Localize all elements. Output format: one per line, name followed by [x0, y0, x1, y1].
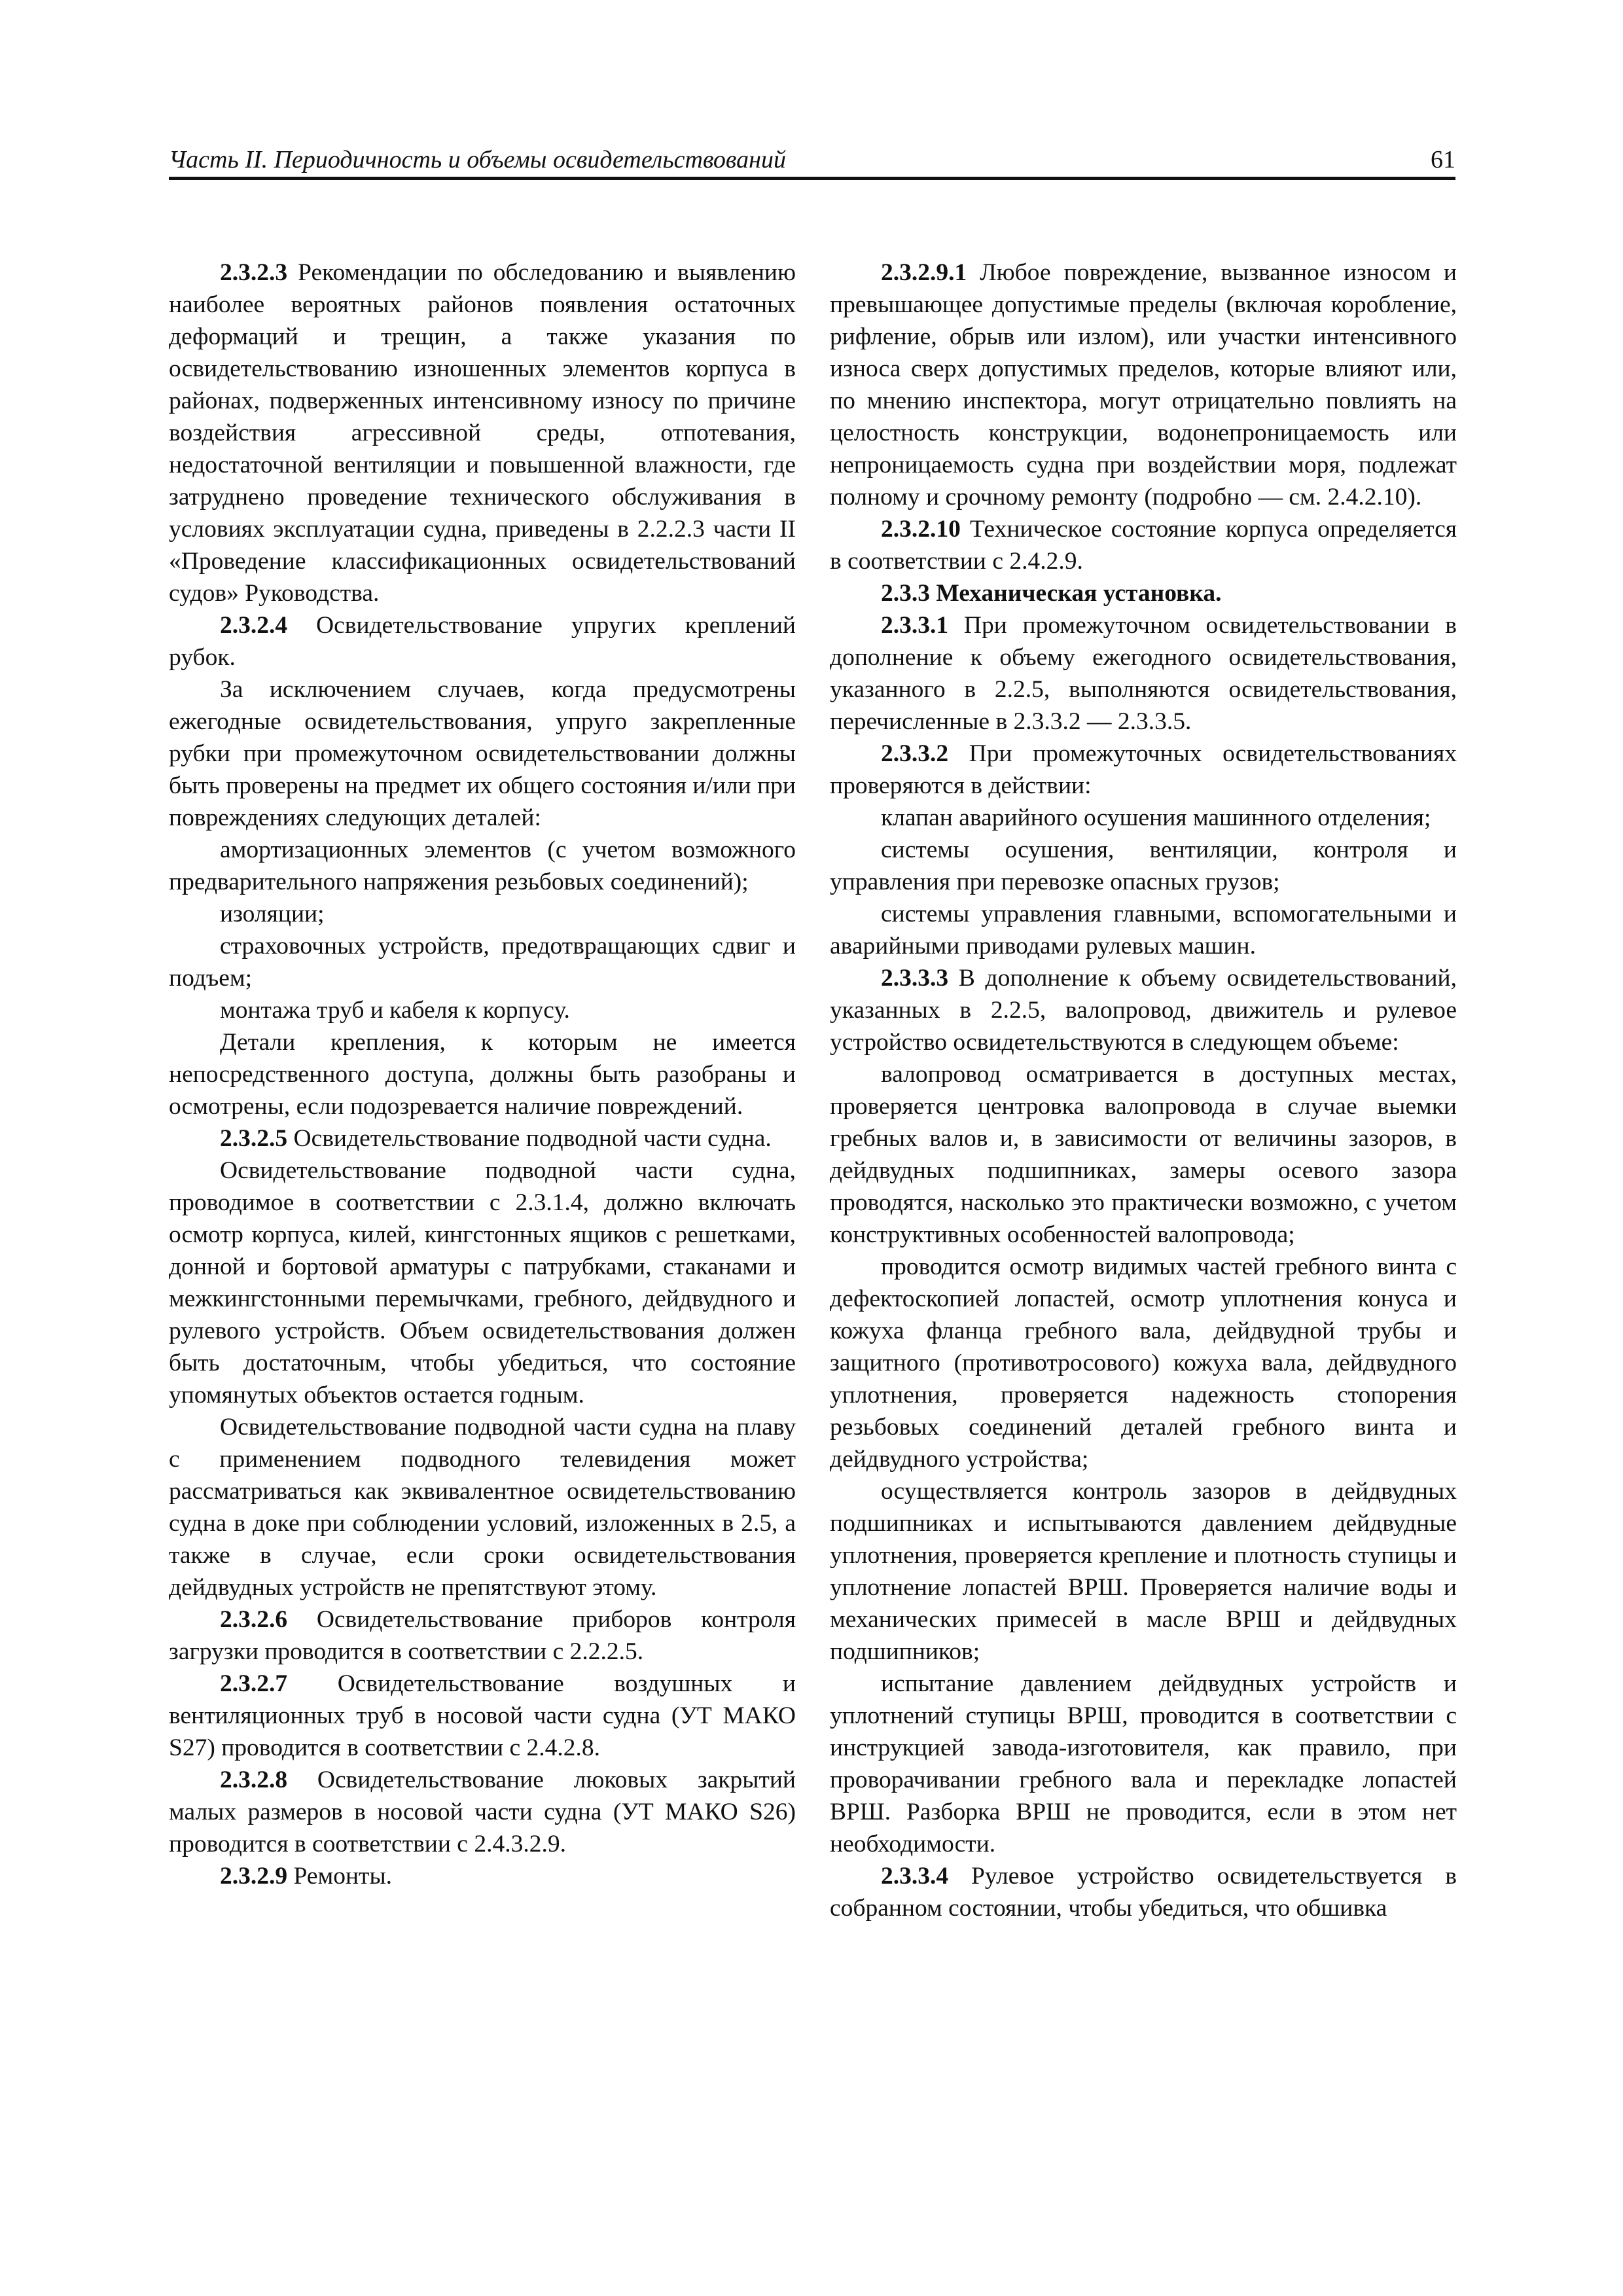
paragraph: 2.3.2.10 Техническое состояние корпуса определяется в соответствии с 2.4.2.9.	[830, 516, 1457, 575]
clause-number: 2.3.2.6	[220, 1606, 288, 1633]
clause-number: 2.3.2.9	[220, 1863, 288, 1890]
paragraph: 2.3.2.6 Освидетельствование приборов контроля загрузки проводится в соответствии с 2.2.2.5.	[169, 1606, 796, 1665]
paragraph: За исключением случаев, когда предусмотрены ежегодные освидетельствования, упруго закрепленные рубки при промежуточном освидетельствовании должны быть проверены на предмет их общего состояния и/или при повреждениях следующих деталей:	[169, 676, 796, 831]
running-header	[169, 143, 1455, 180]
list-item: испытание давлением дейдвудных устройств и уплотнений ступицы ВРШ, проводится в соответствии с инструкцией завода-изготовителя, как правило, при проворачивании гребного вала и перекладке лопастей ВРШ. Разборка ВРШ не проводится, если в этом нет необходимости.	[830, 1670, 1457, 1857]
paragraph: 2.3.2.4 Освидетельствование упругих креплений рубок.	[169, 612, 796, 671]
clause-number: 2.3.3.1	[881, 612, 949, 639]
paragraph: Освидетельствование подводной части судна, проводимое в соответствии с 2.3.1.4, должно включать осмотр корпуса, килей, кингстонных ящиков с решетками, донной и бортовой арматуры с патрубками, стаканами и межкингстонными перемычками, гребного, дейдвудного и рулевого устройств. Объем освидетельствования должен быть достаточным, чтобы убедиться, что состояние упомянутых объектов остается годным.	[169, 1157, 796, 1408]
clause-number: 2.3.3.3	[881, 965, 949, 992]
list-item: монтажа труб и кабеля к корпусу.	[220, 997, 570, 1024]
paragraph: 2.3.2.9.1 Любое повреждение, вызванное износом и превышающее допустимые пределы (включая коробление, рифление, обрыв или излом), или участки интенсивного износа сверх допустимых пределов, которые влияют или, по мнению инспектора, могут отрицательно повлиять на целостность конструкции, водонепроницаемость или непроницаемость судна при воздействии моря, подлежат полному и срочному ремонту (подробно — см. 2.4.2.10).	[830, 259, 1457, 511]
section-title: 2.3.3 Механическая установка.	[881, 580, 1222, 607]
paragraph: Детали крепления, к которым не имеется непосредственного доступа, должны быть разобраны и осмотрены, если подозревается наличие повреждений.	[169, 1029, 796, 1120]
paragraph: 2.3.2.3 Рекомендации по обследованию и выявлению наиболее вероятных районов появления остаточных деформаций и трещин, а также указания по освидетельствованию изношенных элементов корпуса в районах, подверженных интенсивному износу по причине воздействия агрессивной среды, отпотевания, недостаточной вентиляции и повышенной влажности, где затруднено проведение технического обслуживания в условиях эксплуатации судна, приведены в 2.2.2.3 части II «Проведение классификационных освидетельствований судов» Руководства.	[169, 259, 796, 607]
paragraph: 2.3.3.3 В дополнение к объему освидетельствований, указанных в 2.2.5, валопровод, движитель и рулевое устройство освидетельствуются в следующем объеме:	[830, 965, 1457, 1056]
list-item: страховочных устройств, предотвращающих сдвиг и подъем;	[169, 933, 796, 992]
paragraph: 2.3.3.1 При промежуточном освидетельствовании в дополнение к объему ежегодного освидетельствования, указанного в 2.2.5, выполняются освидетельствования, перечисленные в 2.3.3.2 — 2.3.3.5.	[830, 612, 1457, 735]
paragraph: 2.3.2.8 Освидетельствование люковых закрытий малых размеров в носовой части судна (УТ МАКО S26) проводится в соответствии с 2.4.3.2.9.	[169, 1767, 796, 1857]
paragraph: 2.3.3.4 Рулевое устройство освидетельствуется в собранном состоянии, чтобы убедиться, что обшивка	[830, 1863, 1457, 1922]
paragraph: 2.3.2.7 Освидетельствование воздушных и вентиляционных труб в носовой части судна (УТ МАКО S27) проводится в соответствии с 2.4.2.8.	[169, 1670, 796, 1761]
clause-number: 2.3.2.10	[881, 516, 961, 543]
paragraph: 2.3.3.2 При промежуточных освидетельствованиях проверяются в действии:	[830, 740, 1457, 799]
list-item: проводится осмотр видимых частей гребного винта с дефектоскопией лопастей, осмотр уплотнения конуса и кожуха фланца гребного вала, дейдвудной трубы и защитного (противотросового) кожуха вала, дейдвудного уплотнения, проверяется надежность стопорения резьбовых соединений деталей гребного винта и дейдвудного устройства;	[830, 1253, 1457, 1473]
page-number: 61	[1431, 146, 1455, 173]
clause-number: 2.3.2.7	[220, 1670, 288, 1697]
left-column	[169, 257, 796, 1892]
paragraph: Освидетельствование подводной части судна на плаву с применением подводного телевидения может рассматриваться как эквивалентное освидетельствованию судна в доке при соблюдении условий, изложенных в 2.5, а также в случае, если сроки освидетельствования дейдвудных устройств не препятствуют этому.	[169, 1414, 796, 1601]
clause-number: 2.3.3.2	[881, 740, 949, 767]
list-item: изоляции;	[220, 901, 325, 927]
right-column	[830, 257, 1457, 1924]
clause-number: 2.3.2.5	[220, 1125, 288, 1152]
list-item: системы управления главными, вспомогательными и аварийными приводами рулевых машин.	[830, 901, 1457, 960]
clause-number: 2.3.2.9.1	[881, 259, 967, 286]
paragraph: 2.3.2.5 Освидетельствование подводной части судна.	[220, 1125, 772, 1152]
clause-number: 2.3.2.3	[220, 259, 288, 286]
list-item: валопровод осматривается в доступных местах, проверяется центровка валопровода в случае выемки гребных валов и, в зависимости от величины зазоров, в дейдвудных подшипниках, замеры осевого зазора проводятся, насколько это практически возможно, с учетом конструктивных особенностей валопровода;	[830, 1061, 1457, 1248]
list-item: системы осушения, вентиляции, контроля и управления при перевозке опасных грузов;	[830, 836, 1457, 895]
section-heading	[830, 577, 1457, 609]
header-title: Часть II. Периодичность и объемы освидетельствований	[169, 146, 787, 173]
list-item: клапан аварийного осушения машинного отделения;	[881, 804, 1431, 831]
list-item: осуществляется контроль зазоров в дейдвудных подшипниках и испытываются давлением дейдвудные уплотнения, проверяется крепление и плотность ступицы и уплотнение лопастей ВРШ. Проверяется наличие воды и механических примесей в масле ВРШ и дейдвудных подшипников;	[830, 1478, 1457, 1665]
clause-number: 2.3.3.4	[881, 1863, 949, 1890]
paragraph: 2.3.2.9 Ремонты.	[220, 1863, 393, 1890]
list-item: амортизационных элементов (с учетом возможного предварительного напряжения резьбовых соединений);	[169, 836, 796, 895]
clause-number: 2.3.2.4	[220, 612, 288, 639]
clause-number: 2.3.2.8	[220, 1767, 288, 1793]
